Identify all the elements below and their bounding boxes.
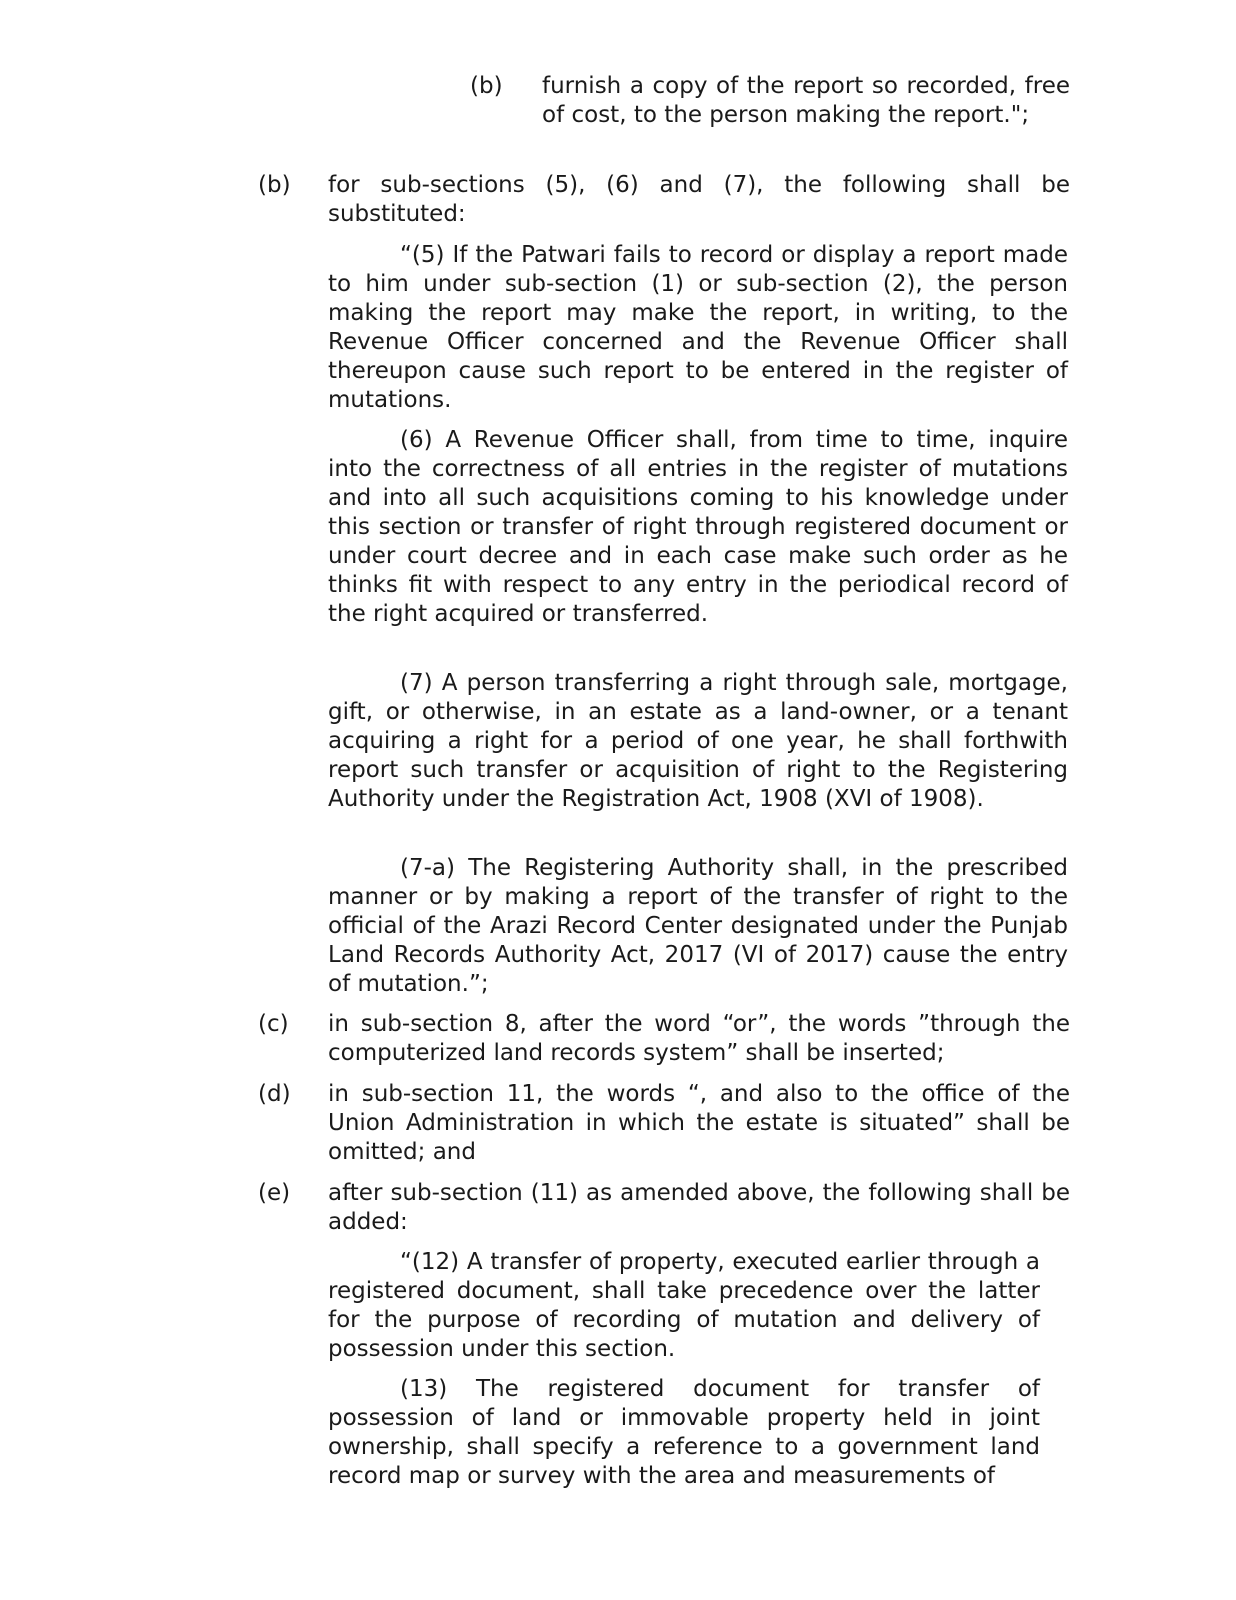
subsection-5 — [328, 241, 1068, 415]
clause-label: (c) — [258, 1011, 289, 1037]
clause-text: after sub-section (11) as amended above, the following shall be added: — [328, 1180, 1070, 1235]
subsection-7 — [328, 669, 1068, 814]
subsection-text: “(12) A transfer of property, executed earlier through a registered document, shall take precedence over the latter for the purpose of recording of mutation and delivery of possession under this section. — [328, 1249, 1040, 1362]
clause-e — [258, 1179, 1070, 1237]
clause-label: (b) — [258, 172, 291, 198]
subsection-text: “(5) If the Patwari fails to record or display a report made to him under sub-section (1) or sub-section (2), the person making the report may make the report, in writing, to the Revenue Officer concerned and the Revenue Officer shall thereupon cause such report to be entered in the register of mutations. — [328, 242, 1068, 413]
subsection-text: (7-a) The Registering Authority shall, in the prescribed manner or by making a report of the transfer of right to the official of the Arazi Record Center designated under the Punjab Land Records Authority Act, 2017 (VI of 2017) cause the entry of mutation.”; — [328, 855, 1068, 997]
subsection-7a — [328, 854, 1068, 999]
clause-text: for sub-sections (5), (6) and (7), the following shall be substituted: — [328, 172, 1070, 227]
subsection-text: (6) A Revenue Officer shall, from time to time, inquire into the correctness of all entries in the register of mutations and into all such acquisitions coming to his knowledge under this section or transfer of right through registered document or under court decree and in each case make such order as he thinks fit with respect to any entry in the periodical record of the right acquired or transferred. — [328, 427, 1068, 627]
clause-d — [258, 1080, 1070, 1167]
subsection-6 — [328, 426, 1068, 629]
clause-text: in sub-section 11, the words “, and also to the office of the Union Administration in which the estate is situated” shall be omitted; and — [328, 1081, 1070, 1165]
clause-c — [258, 1010, 1070, 1068]
clause-label: (b) — [470, 73, 503, 99]
clause-label: (e) — [258, 1180, 291, 1206]
clause-text: furnish a copy of the report so recorded, free of cost, to the person making the report."; — [542, 73, 1070, 128]
clause-label: (d) — [258, 1081, 291, 1107]
clause-text: in sub-section 8, after the word “or”, the words ”through the computerized land records system” shall be inserted; — [328, 1011, 1070, 1066]
subsection-12 — [328, 1248, 1040, 1364]
subsection-text: (7) A person transferring a right through sale, mortgage, gift, or otherwise, in an estate as a land-owner, or a tenant acquiring a right for a period of one year, he shall forthwith report such transfer or acquisition of right to the Registering Authority under the Registration Act, 1908 (XVI of 1908). — [328, 670, 1068, 812]
subsection-text: (13) The registered document for transfer of possession of land or immovable property held in joint ownership, shall specify a reference to a government land record map or survey with the area and measurements of — [328, 1376, 1040, 1489]
subsection-13 — [328, 1375, 1040, 1491]
clause-b — [258, 171, 1070, 229]
nested-clause-b — [470, 72, 1070, 130]
